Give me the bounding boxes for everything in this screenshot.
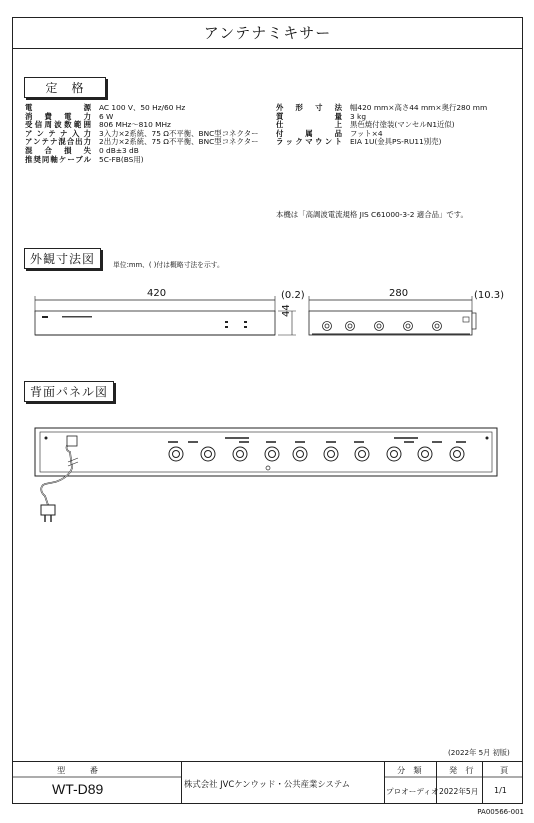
spec-value: 3 kg	[350, 111, 367, 121]
issue-value: 2022年5月	[439, 787, 479, 796]
category-value: プロオーディオ	[386, 787, 439, 796]
front-offset-label: (0.2)	[281, 290, 305, 301]
specs-heading: 定 格	[24, 77, 106, 98]
spec-label: アンテナ混合出力	[25, 137, 91, 147]
title-block	[12, 761, 523, 804]
spec-value: 幅420 mm×高さ44 mm×奥行280 mm	[350, 103, 488, 112]
spec-label: 付属品	[276, 128, 342, 138]
spec-label: 受信周波数範囲	[25, 120, 91, 130]
spec-value: 0 dB±3 dB	[99, 145, 139, 155]
spec-value: 5C-FB(BS用)	[99, 154, 144, 164]
spec-label: 質量	[276, 111, 342, 121]
depth-offset-label: (10.3)	[474, 290, 505, 301]
edition-note: (2022年 5月 初版)	[448, 748, 510, 757]
spec-value: AC 100 V、50 Hz/60 Hz	[99, 103, 186, 112]
spec-value: EIA 1U(金具PS-RU11別売)	[350, 137, 442, 147]
page-value: 1/1	[494, 786, 507, 795]
spec-label: 消費電力	[25, 111, 91, 121]
document-code: PA00566-001	[477, 808, 524, 816]
unit-note: 単位:mm、( )付は概略寸法を示す。	[113, 261, 224, 269]
spec-value: 黒色焼付塗装(マンセルN1近似)	[350, 120, 455, 130]
page-label: 頁	[500, 765, 509, 775]
spec-value: 6 W	[99, 111, 114, 121]
spec-value: 806 MHz～810 MHz	[99, 120, 171, 130]
model-label: 型 番	[57, 765, 98, 775]
spec-label: アンテナ入力	[25, 128, 91, 138]
spec-label: 外形寸法	[276, 103, 342, 112]
spec-value: 3入力×2系統、75 Ω不平衡、BNC型コネクター	[99, 128, 259, 138]
category-label: 分 類	[397, 765, 422, 775]
issue-label: 発 行	[449, 765, 474, 775]
spec-label: 混合損失	[25, 145, 91, 155]
spec-value: 2出力×2系統、75 Ω不平衡、BNC型コネクター	[99, 137, 259, 147]
page-title: アンテナミキサー	[12, 17, 523, 49]
rear-panel-heading: 背面パネル図	[24, 381, 114, 402]
model-number: WT-D89	[52, 781, 104, 797]
spec-label: 仕上	[276, 120, 342, 130]
depth-label: 280	[389, 288, 409, 299]
front-width-label: 420	[147, 288, 167, 299]
company-name: 株式会社 JVCケンウッド・公共産業システム	[184, 779, 351, 789]
spec-value: フット×4	[350, 128, 383, 138]
dimensions-heading: 外観寸法図	[24, 248, 101, 269]
spec-label: ラックマウント	[276, 137, 342, 147]
height-label: 44	[281, 304, 292, 317]
spec-label: 電源	[25, 103, 91, 112]
compliance-note: 本機は「高調波電流規格 JIS C61000-3-2 適合品」です。	[276, 210, 468, 219]
spec-label: 推奨同軸ケーブル	[25, 154, 91, 164]
